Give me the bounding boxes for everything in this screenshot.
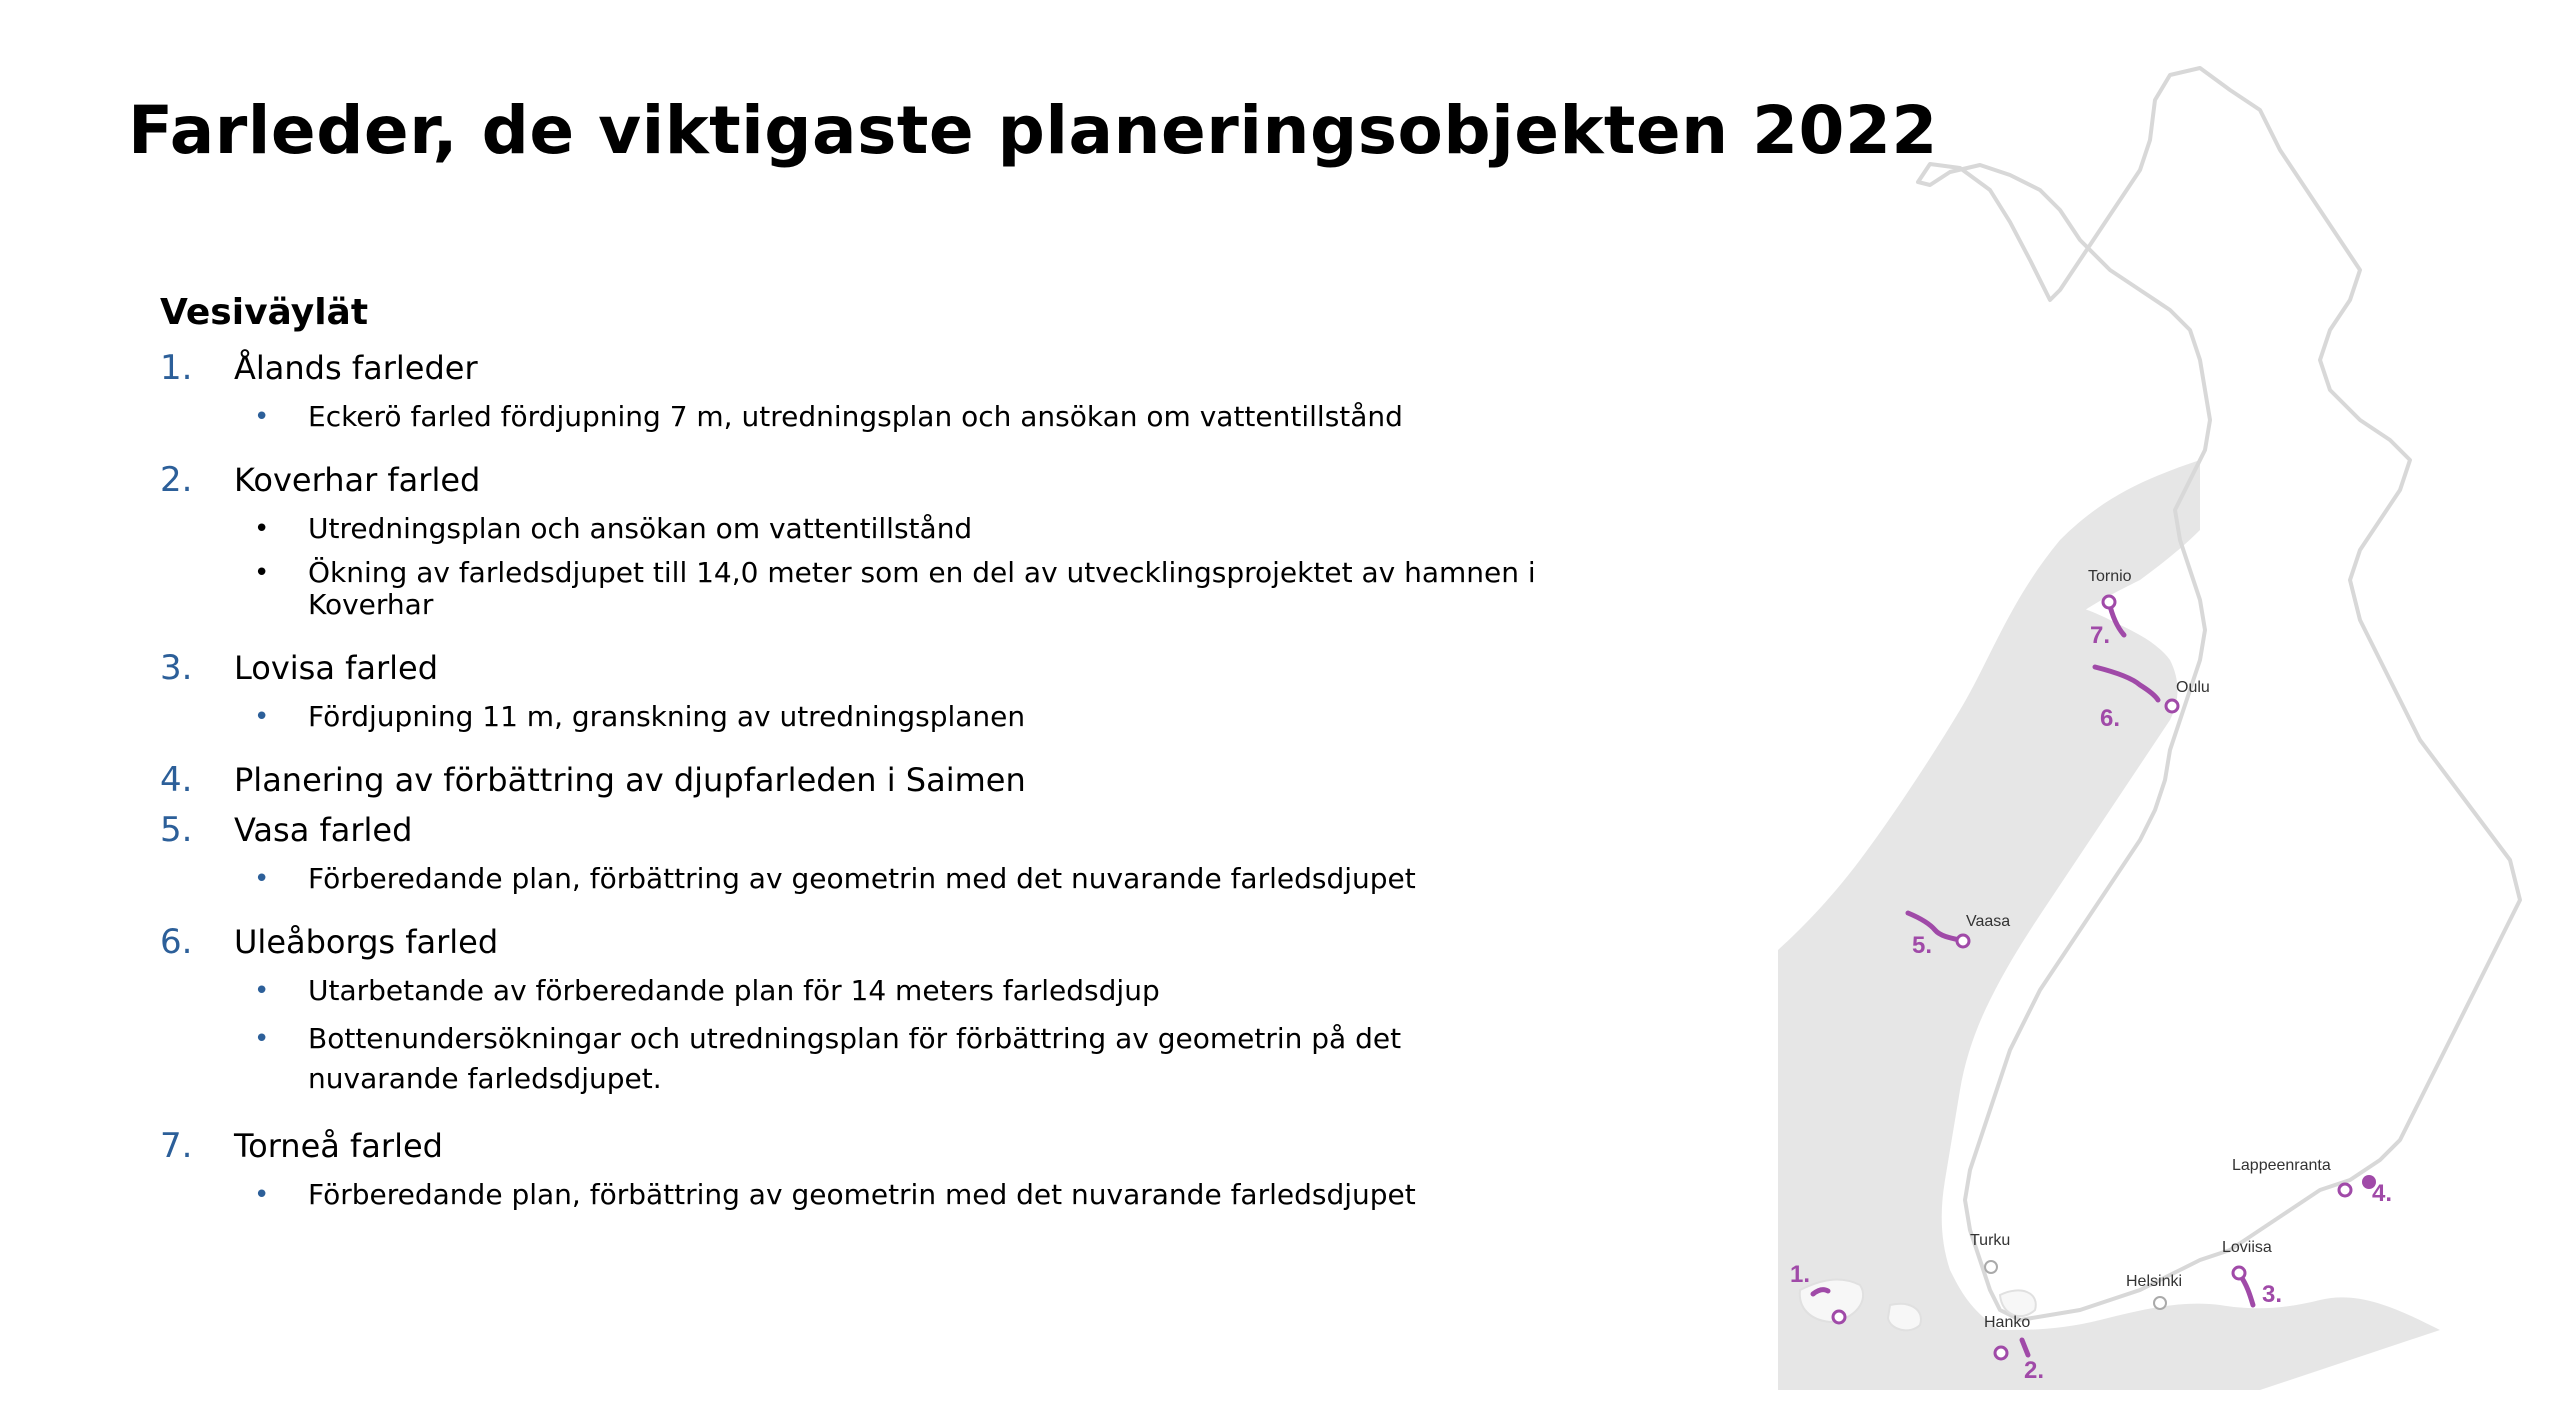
list-item [160, 343, 1560, 455]
sub-item: • Förberedande plan, förbättring av geometrin med det nuvarande farledsdjupet [254, 1178, 1416, 1211]
item-label: Lovisa farled [234, 649, 439, 687]
item-number: 6. [160, 922, 193, 962]
city-label: Turku [1970, 1232, 2011, 1249]
city-label: Lappeenranta [2232, 1157, 2331, 1174]
sub-item: • Fördjupning 11 m, granskning av utredningsplanen [254, 700, 1026, 733]
bullet-icon: • [254, 514, 270, 544]
port-marker [2103, 596, 2115, 608]
city-label: Vaasa [1966, 913, 2011, 930]
list-item [160, 455, 1560, 643]
city-dot [1985, 1261, 1997, 1273]
city-dot [2154, 1297, 2166, 1309]
port-marker [2166, 700, 2178, 712]
map-number: 1. [1790, 1261, 1811, 1288]
port-marker [1957, 935, 1969, 947]
bullet-icon: • [254, 1180, 270, 1210]
city-label: Helsinki [2126, 1273, 2183, 1290]
item-number: 5. [160, 810, 193, 850]
map-number: 6. [2100, 705, 2121, 732]
item-number: 4. [160, 760, 193, 800]
list-item [160, 643, 1560, 755]
bullet-icon: • [254, 558, 270, 588]
item-number: 3. [160, 648, 193, 688]
list-item [160, 755, 1560, 805]
item-number: 7. [160, 1126, 193, 1166]
list-item [160, 805, 1560, 917]
city-label: Hanko [1984, 1314, 2031, 1331]
item-number: 1. [160, 348, 193, 388]
list-item [160, 917, 1560, 1121]
sub-item: • Utredningsplan och ansökan om vattentillstånd [254, 512, 973, 545]
archipelago [1888, 1304, 1921, 1331]
bullet-icon: • [254, 976, 270, 1006]
sub-item: • Ökning av farledsdjupet till 14,0 meter som en del av utvecklingsprojektet av hamnen i Koverhar [254, 556, 1536, 621]
port-marker [2233, 1267, 2245, 1279]
list-item [160, 1121, 1560, 1233]
item-label: Uleåborgs farled [234, 923, 499, 961]
section-heading: Vesiväylät [160, 292, 369, 333]
map-number: 4. [2372, 1180, 2393, 1207]
item-label: Vasa farled [234, 811, 413, 849]
sub-item: • Eckerö farled fördjupning 7 m, utredningsplan och ansökan om vattentillstånd [254, 400, 1403, 433]
bullet-icon: • [254, 864, 270, 894]
item-number: 2. [160, 460, 193, 500]
item-label: Planering av förbättring av djupfarleden i Saimen [234, 761, 1026, 799]
bullet-icon: • [254, 702, 270, 732]
item-label: Ålands farleder [234, 349, 478, 387]
finland-map [1760, 60, 2560, 1413]
map-number: 3. [2262, 1281, 2283, 1308]
bullet-icon: • [254, 402, 270, 432]
item-label: Koverhar farled [234, 461, 481, 499]
city-label: Tornio [2088, 568, 2132, 585]
port-marker [1995, 1347, 2007, 1359]
sub-item: • Bottenundersökningar och utredningsplan för förbättring av geometrin på det nuvarande farledsdjupet. [234, 1019, 1548, 1099]
content-area [160, 292, 1560, 1233]
page-title: Farleder, de viktigaste planeringsobjekten 2022 [128, 92, 1938, 169]
city-label: Oulu [2176, 679, 2210, 696]
map-number: 7. [2090, 622, 2111, 649]
project-list [160, 343, 1560, 1233]
map-number: 2. [2024, 1357, 2045, 1384]
item-label: Torneå farled [234, 1127, 443, 1165]
port-marker [2339, 1184, 2351, 1196]
sub-item: • Förberedande plan, förbättring av geometrin med det nuvarande farledsdjupet [254, 862, 1416, 895]
sub-item: • Utarbetande av förberedande plan för 14 meters farledsdjup [254, 974, 1160, 1007]
city-label: Loviisa [2222, 1239, 2272, 1256]
bullet-icon: • [254, 1024, 270, 1054]
map-number: 5. [1912, 932, 1933, 959]
port-marker [1833, 1311, 1845, 1323]
